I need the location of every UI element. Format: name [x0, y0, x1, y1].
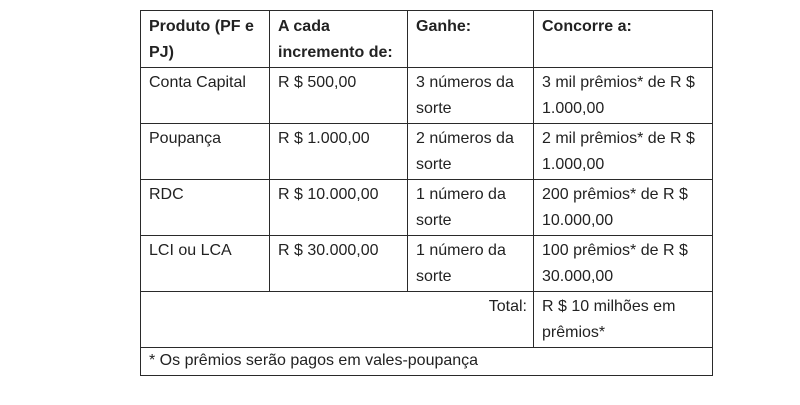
- cell-produto: Poupança: [141, 124, 270, 180]
- table-row: [141, 236, 713, 292]
- header-incremento: A cada incremento de:: [270, 11, 408, 68]
- cell-incremento: R $ 500,00: [270, 68, 408, 124]
- total-value: R $ 10 milhões em prêmios*: [534, 292, 713, 348]
- header-concorre: Concorre a:: [534, 11, 713, 68]
- cell-produto: LCI ou LCA: [141, 236, 270, 292]
- table-row: [141, 124, 713, 180]
- cell-produto: RDC: [141, 180, 270, 236]
- total-label: Total:: [141, 292, 534, 348]
- footnote-row: [141, 348, 713, 376]
- footnote: * Os prêmios serão pagos em vales-poupança: [141, 348, 713, 376]
- cell-ganhe: 1 número da sorte: [408, 180, 534, 236]
- header-produto: Produto (PF e PJ): [141, 11, 270, 68]
- table-header-row: [141, 11, 713, 68]
- prize-table: [140, 10, 713, 376]
- cell-ganhe: 2 números da sorte: [408, 124, 534, 180]
- header-ganhe: Ganhe:: [408, 11, 534, 68]
- cell-produto: Conta Capital: [141, 68, 270, 124]
- cell-incremento: R $ 10.000,00: [270, 180, 408, 236]
- table-row: [141, 68, 713, 124]
- cell-ganhe: 1 número da sorte: [408, 236, 534, 292]
- table-row: [141, 180, 713, 236]
- cell-concorre: 100 prêmios* de R $ 30.000,00: [534, 236, 713, 292]
- cell-incremento: R $ 30.000,00: [270, 236, 408, 292]
- cell-concorre: 2 mil prêmios* de R $ 1.000,00: [534, 124, 713, 180]
- cell-ganhe: 3 números da sorte: [408, 68, 534, 124]
- total-row: [141, 292, 713, 348]
- cell-concorre: 200 prêmios* de R $ 10.000,00: [534, 180, 713, 236]
- cell-concorre: 3 mil prêmios* de R $ 1.000,00: [534, 68, 713, 124]
- cell-incremento: R $ 1.000,00: [270, 124, 408, 180]
